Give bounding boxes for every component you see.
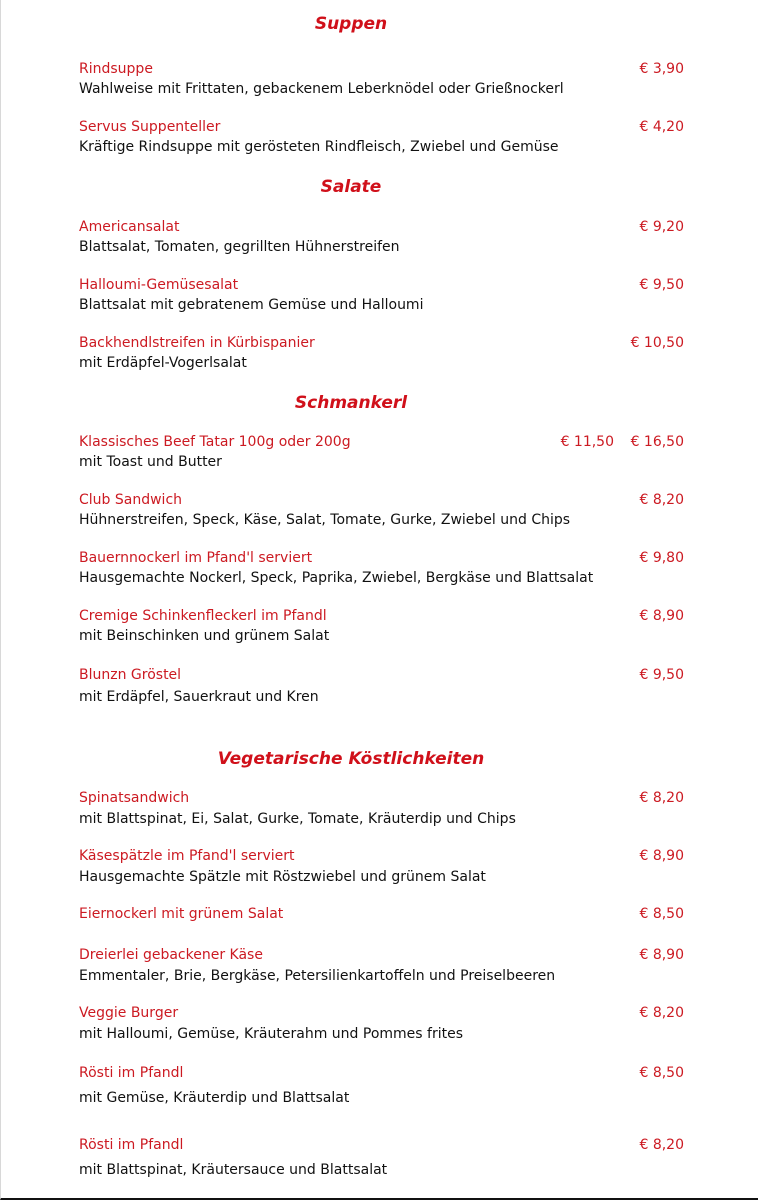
- menu-item-price: € 8,20: [639, 1137, 684, 1153]
- menu-item-price: € 8,50: [639, 906, 684, 922]
- menu-item-description: mit Toast und Butter: [79, 454, 222, 470]
- menu-item-price: € 8,20: [639, 492, 684, 508]
- menu-item-name: Servus Suppenteller: [79, 119, 221, 135]
- menu-item-name: Eiernockerl mit grünem Salat: [79, 906, 284, 922]
- menu-item-name: Backhendlstreifen in Kürbispanier: [79, 335, 315, 351]
- menu-item-price: € 8,50: [639, 1065, 684, 1081]
- menu-item-name: Blunzn Gröstel: [79, 667, 182, 683]
- menu-item-description: mit Beinschinken und grünem Salat: [79, 628, 330, 644]
- section-heading-vegetarisch: Vegetarische Köstlichkeiten: [217, 749, 485, 769]
- menu-item-price: € 8,90: [639, 947, 684, 963]
- menu-item-name: Klassisches Beef Tatar 100g oder 200g: [79, 434, 351, 450]
- menu-item-price: € 9,80: [639, 550, 684, 566]
- menu-item-description: Emmentaler, Brie, Bergkäse, Petersilienkartoffeln und Preiselbeeren: [79, 968, 556, 984]
- menu-item-price: € 3,90: [639, 61, 684, 77]
- menu-item-description: Hühnerstreifen, Speck, Käse, Salat, Tomate, Gurke, Zwiebel und Chips: [79, 512, 571, 528]
- menu-item-name: Americansalat: [79, 219, 180, 235]
- menu-item-price: € 9,50: [639, 277, 684, 293]
- menu-item-price: € 8,90: [639, 848, 684, 864]
- menu-item-description: Wahlweise mit Frittaten, gebackenem Leberknödel oder Grießnockerl: [79, 81, 564, 97]
- menu-item-description: mit Blattspinat, Kräutersauce und Blattsalat: [79, 1162, 388, 1178]
- menu-item-price: € 16,50: [630, 434, 684, 450]
- menu-item-price: € 10,50: [630, 335, 684, 351]
- menu-item-name: Bauernnockerl im Pfand'l serviert: [79, 550, 313, 566]
- menu-item-name: Halloumi-Gemüsesalat: [79, 277, 239, 293]
- section-heading-schmankerl: Schmankerl: [294, 393, 408, 413]
- menu-item-price: € 8,20: [639, 1005, 684, 1021]
- section-heading-suppen: Suppen: [314, 14, 388, 34]
- menu-item-name: Rösti im Pfandl: [79, 1137, 184, 1153]
- menu-item-description: Blattsalat, Tomaten, gegrillten Hühnerstreifen: [79, 239, 400, 255]
- menu-item-description: mit Erdäpfel-Vogerlsalat: [79, 355, 247, 371]
- menu-item-description: Kräftige Rindsuppe mit gerösteten Rindfleisch, Zwiebel und Gemüse: [79, 139, 559, 155]
- menu-item-description: mit Erdäpfel, Sauerkraut und Kren: [79, 689, 319, 705]
- menu-item-description: mit Gemüse, Kräuterdip und Blattsalat: [79, 1090, 350, 1106]
- menu-item-description: Hausgemachte Nockerl, Speck, Paprika, Zwiebel, Bergkäse und Blattsalat: [79, 570, 594, 586]
- menu-item-name: Spinatsandwich: [79, 790, 190, 806]
- menu-item-price: € 8,90: [639, 608, 684, 624]
- menu-item-price: € 8,20: [639, 790, 684, 806]
- menu-item-price: € 9,50: [639, 667, 684, 683]
- menu-item-name: Club Sandwich: [79, 492, 183, 508]
- menu-item-name: Käsespätzle im Pfand'l serviert: [79, 848, 295, 864]
- menu-item-name: Rindsuppe: [79, 61, 153, 77]
- menu-item-name: Rösti im Pfandl: [79, 1065, 184, 1081]
- menu-item-description: Blattsalat mit gebratenem Gemüse und Halloumi: [79, 297, 424, 313]
- menu-item-name: Veggie Burger: [79, 1005, 179, 1021]
- section-heading-salate: Salate: [320, 177, 382, 197]
- menu-item-name: Dreierlei gebackener Käse: [79, 947, 263, 963]
- menu-item-description: mit Blattspinat, Ei, Salat, Gurke, Tomate, Kräuterdip und Chips: [79, 811, 516, 827]
- menu-item-description: mit Halloumi, Gemüse, Kräuterahm und Pommes frites: [79, 1026, 463, 1042]
- menu-item-price-small: € 11,50: [560, 434, 614, 450]
- menu-item-price: € 9,20: [639, 219, 684, 235]
- menu-item-name: Cremige Schinkenfleckerl im Pfandl: [79, 608, 327, 624]
- menu-item-price: € 4,20: [639, 119, 684, 135]
- menu-item-description: Hausgemachte Spätzle mit Röstzwiebel und grünem Salat: [79, 869, 486, 885]
